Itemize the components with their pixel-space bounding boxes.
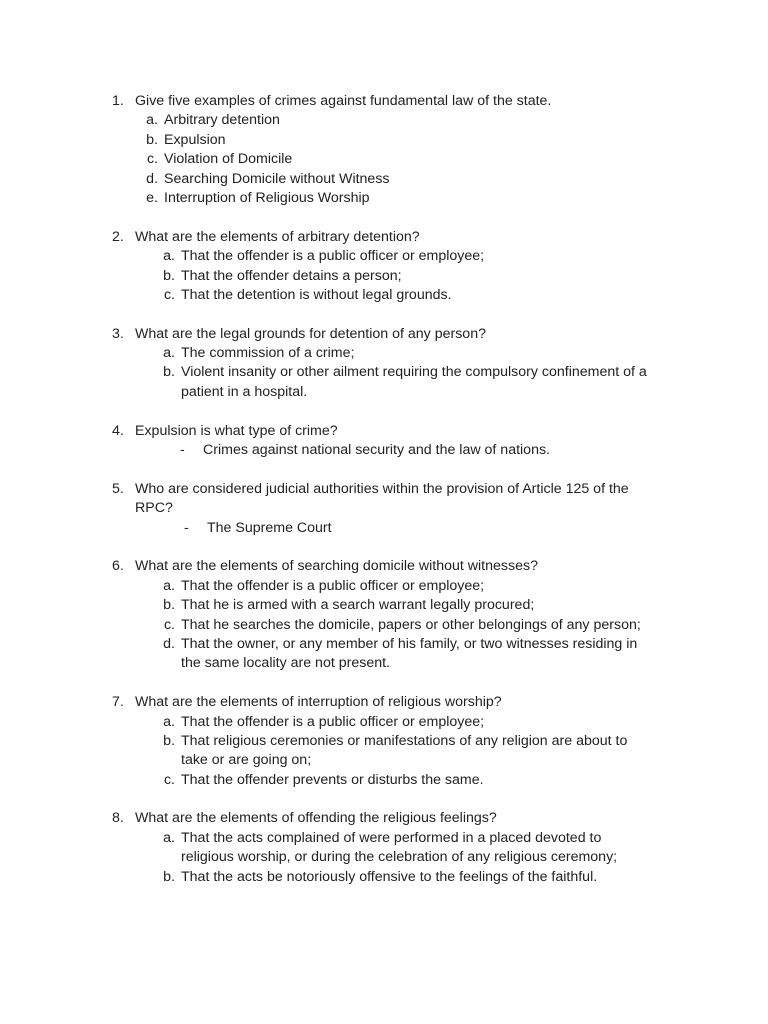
answer-item [0, 732, 768, 751]
answer-text: Searching Domicile without Witness [164, 170, 390, 187]
answer-text: Crimes against national security and the law of nations. [203, 442, 550, 459]
question-6 [0, 557, 768, 673]
question-line [0, 809, 768, 828]
answer-item [0, 247, 768, 266]
answer-text: That the owner, or any member of his family, or two witnesses residing in [181, 635, 638, 652]
answer-label: b. [163, 732, 175, 749]
answer-label: d. [146, 170, 158, 187]
answer-label: c. [163, 286, 175, 303]
answer-label: a. [163, 577, 175, 594]
answer-label: b. [163, 364, 175, 381]
question-number: 2. [112, 228, 124, 245]
answer-label: d. [163, 635, 175, 652]
answer-item [0, 441, 768, 460]
answer-item [0, 616, 768, 635]
answer-label: a. [146, 112, 158, 129]
question-3 [0, 325, 768, 403]
answer-item [0, 383, 768, 402]
answer-text: That he is armed with a search warrant legally procured; [181, 597, 535, 614]
question-line [0, 228, 768, 247]
question-text: What are the elements of arbitrary detention? [135, 228, 420, 245]
answer-text: take or are going on; [181, 752, 312, 769]
question-2 [0, 228, 768, 306]
question-number: 7. [112, 694, 124, 711]
question-line [0, 499, 768, 518]
question-text: What are the legal grounds for detention of any person? [135, 325, 486, 342]
answer-text: That he searches the domicile, papers or other belongings of any person; [181, 616, 641, 633]
question-number: 6. [112, 558, 124, 575]
question-text: What are the elements of searching domicile without witnesses? [135, 558, 538, 575]
answer-text: Violent insanity or other ailment requiring the compulsory confinement of a [181, 364, 647, 381]
answer-label: b. [163, 597, 175, 614]
answer-label: c. [163, 616, 175, 633]
answer-item [0, 286, 768, 305]
answer-text: That the acts be notoriously offensive to the feelings of the faithful. [181, 868, 598, 885]
answer-item [0, 829, 768, 848]
question-text: RPC? [135, 500, 173, 517]
answer-text: That the offender is a public officer or employee; [181, 713, 485, 730]
question-line [0, 325, 768, 344]
question-number: 3. [112, 325, 124, 342]
answer-text: religious worship, or during the celebration of any religious ceremony; [181, 849, 618, 866]
answer-item [0, 267, 768, 286]
question-4 [0, 422, 768, 461]
answer-label: a. [163, 345, 175, 362]
question-text: Expulsion is what type of crime? [135, 422, 338, 439]
question-text: Give five examples of crimes against fundamental law of the state. [135, 93, 552, 109]
question-line [0, 693, 768, 712]
answer-item [0, 363, 768, 382]
question-8 [0, 809, 768, 887]
question-text: Who are considered judicial authorities within the provision of Article 125 of the [135, 480, 629, 497]
answer-label: e. [146, 189, 158, 206]
answer-item [0, 150, 768, 169]
answer-item [0, 519, 768, 538]
answer-text: Arbitrary detention [164, 112, 280, 129]
answer-text: That the acts complained of were performed in a placed devoted to [181, 829, 602, 846]
document-page [0, 92, 768, 906]
answer-label: b. [163, 267, 175, 284]
answer-text: Interruption of Religious Worship [164, 189, 370, 206]
answer-text: the same locality are not present. [181, 655, 390, 672]
answer-label: c. [163, 771, 175, 788]
answer-item [0, 170, 768, 189]
question-number: 5. [112, 480, 124, 497]
answer-label: a. [163, 713, 175, 730]
question-line [0, 480, 768, 499]
answer-item [0, 596, 768, 615]
answer-text: Expulsion [164, 131, 226, 148]
answer-item [0, 344, 768, 363]
answer-item [0, 635, 768, 654]
answer-item [0, 654, 768, 673]
question-7 [0, 693, 768, 790]
answer-text: That religious ceremonies or manifestations of any religion are about to [181, 732, 628, 749]
answer-label: b. [146, 131, 158, 148]
question-line [0, 92, 768, 111]
answer-text: That the offender detains a person; [181, 267, 402, 284]
answer-text: patient in a hospital. [181, 383, 308, 400]
question-text: What are the elements of offending the religious feelings? [135, 810, 497, 827]
answer-label: c. [146, 151, 158, 168]
answer-label: - [184, 519, 189, 536]
question-line [0, 422, 768, 441]
answer-label: b. [163, 868, 175, 885]
answer-text: That the offender prevents or disturbs the same. [181, 771, 484, 788]
answer-label: a. [163, 248, 175, 265]
question-1 [0, 92, 768, 208]
question-number: 8. [112, 810, 124, 827]
answer-item [0, 189, 768, 208]
answer-label: a. [163, 829, 175, 846]
answer-text: That the offender is a public officer or employee; [181, 248, 485, 265]
answer-item [0, 848, 768, 867]
answer-text: Violation of Domicile [164, 151, 293, 168]
answer-text: The commission of a crime; [181, 345, 355, 362]
answer-item [0, 751, 768, 770]
answer-text: The Supreme Court [207, 519, 332, 536]
answer-item [0, 868, 768, 887]
answer-item [0, 713, 768, 732]
question-number: 1. [112, 93, 124, 109]
answer-item [0, 577, 768, 596]
answer-text: That the detention is without legal grounds. [181, 286, 452, 303]
answer-label: - [180, 442, 185, 459]
answer-item [0, 111, 768, 130]
answer-item [0, 771, 768, 790]
question-5 [0, 480, 768, 538]
answer-text: That the offender is a public officer or employee; [181, 577, 485, 594]
question-text: What are the elements of interruption of religious worship? [135, 694, 502, 711]
question-line [0, 557, 768, 576]
question-number: 4. [112, 422, 124, 439]
answer-item [0, 131, 768, 150]
